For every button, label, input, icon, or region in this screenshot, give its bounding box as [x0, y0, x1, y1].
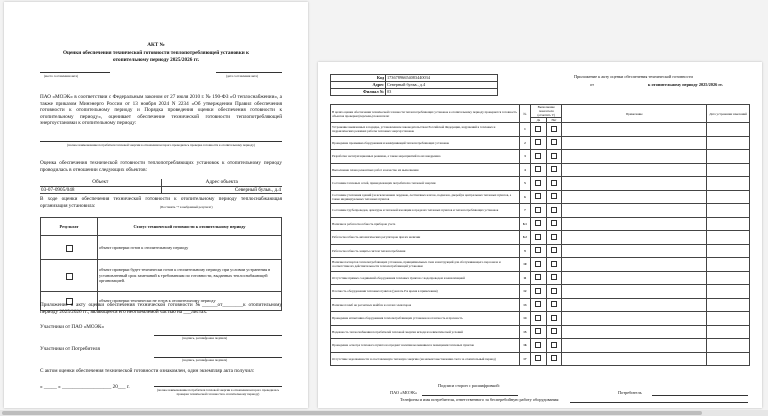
- col-result: Результат: [41, 218, 98, 236]
- col-object: Объект: [40, 179, 161, 186]
- indicator-text: Выполнение плана ремонтных работ и качество их выполнения: [331, 163, 520, 177]
- code-label: Код: [331, 75, 386, 82]
- note-cell[interactable]: [562, 244, 707, 258]
- deadline-cell[interactable]: [707, 312, 750, 326]
- sign-moek: ПАО «МОЭК»: [390, 390, 418, 395]
- indicator-num: 12: [519, 285, 530, 299]
- indicator-text: Разработка эксплуатационных режимов, а также мероприятий по их внедрению: [331, 150, 520, 164]
- indicator-num: 1: [519, 123, 530, 137]
- no-checkbox[interactable]: [551, 126, 557, 132]
- assessment-text: Оценка обеспечения технической готовности теплопотребляющих установок к отопительному периоду проводилась в отношении следующих объектов:: [40, 160, 282, 173]
- no-checkbox[interactable]: [551, 247, 557, 253]
- closing-caption: (полное наименование потребителя тепловой энергии в отношении которого проводилась проверка технической готовности к отопительному периоду): [156, 388, 280, 396]
- act-subtitle: Оценки обеспечения технической готовности теплопотребляющей установки к: [62, 50, 249, 56]
- deadline-cell[interactable]: [707, 352, 750, 366]
- deadline-cell[interactable]: [707, 177, 750, 191]
- indicator-num: 8.2: [519, 231, 530, 245]
- no-checkbox[interactable]: [551, 342, 557, 348]
- checklist-row: [331, 190, 750, 204]
- date-line: « _____ » ___________________ 20___ г.: [40, 384, 130, 390]
- no-checkbox[interactable]: [551, 234, 557, 240]
- header-table: [330, 74, 498, 96]
- indicator-num: 8.1: [519, 217, 530, 231]
- col-yes: Да: [531, 118, 547, 123]
- appendix-text: Приложение к акту оценки обеспечения технической готовности №______от________к отопительному периоду 2025/2026 гг., являющееся его неотъемлемой частью на ___листах.: [40, 302, 282, 315]
- yes-checkbox[interactable]: [535, 220, 541, 226]
- indicator-num: 14: [519, 312, 530, 326]
- yes-checkbox[interactable]: [535, 315, 541, 321]
- no-checkbox[interactable]: [551, 153, 557, 159]
- indicator-num: 6: [519, 190, 530, 204]
- note-cell[interactable]: [562, 298, 707, 312]
- checklist-row: [331, 150, 750, 164]
- indicator-num: 2: [519, 136, 530, 150]
- indicator-num: 3: [519, 150, 530, 164]
- intro-text: ПАО «МОЭК» в соответствии с Федеральным законом от 27 июля 2010 г. № 190-ФЗ «О теплоснабжении», а также приказом Минэнерго России от 13 ноября 2024 N 2234 «Об утверждении Правил обеспечения готовности к отопительному периоду и Порядка проведения оценки обеспечения готовности к отопительному периоду», оценивает обеспечение технической готовности теплопотребляющей энергоустановки к отопительному периоду:: [40, 94, 282, 127]
- note-cell[interactable]: [562, 177, 707, 191]
- checklist-row: [331, 177, 750, 191]
- yes-checkbox[interactable]: [535, 261, 541, 267]
- indicator-text: Отсутствие задолженности за поставленную тепловую энергию (на момент выставления счета за отопительный период): [331, 352, 520, 366]
- deadline-cell[interactable]: [707, 136, 750, 150]
- no-checkbox[interactable]: [551, 315, 557, 321]
- act-title: АКТ №: [147, 42, 165, 48]
- yes-checkbox[interactable]: [535, 207, 541, 213]
- deadline-cell[interactable]: [707, 163, 750, 177]
- branch-label: Филиал №: [331, 89, 386, 96]
- appendix-from: от: [590, 82, 594, 87]
- no-checkbox[interactable]: [551, 261, 557, 267]
- indicator-text: Наличие пломб на расчетных шайбах и соплах элеваторов: [331, 298, 520, 312]
- yes-checkbox[interactable]: [535, 274, 541, 280]
- no-checkbox[interactable]: [551, 220, 557, 226]
- indicator-text: Устранение выявленных в порядке, установленном законодательством Российской Федерации, нарушений в тепловых и гидравлических режимах работы тепловых энергоустановок: [331, 123, 520, 137]
- participant-moek: Участники от ПАО «МОЭК»: [40, 324, 105, 330]
- yes-checkbox[interactable]: [535, 126, 541, 132]
- note-cell[interactable]: [562, 217, 707, 231]
- indicator-num: 13: [519, 298, 530, 312]
- deadline-cell[interactable]: [707, 325, 750, 339]
- yes-checkbox[interactable]: [535, 301, 541, 307]
- indicator-num: 5: [519, 177, 530, 191]
- no-checkbox[interactable]: [551, 139, 557, 145]
- phone-line: Телефоны и имя потребителя, ответственного за бесперебойную работу оборудования:: [400, 397, 560, 402]
- place-caption: (место составления акта): [44, 74, 79, 78]
- yes-checkbox[interactable]: [535, 139, 541, 145]
- result-checkbox-conditional[interactable]: [66, 273, 73, 280]
- indicator-num: 17: [519, 352, 530, 366]
- checklist-row: [331, 285, 750, 299]
- col-status: Статус технической готовности к отопительному периоду: [98, 218, 282, 236]
- deadline-cell[interactable]: [707, 244, 750, 258]
- object-table: [40, 179, 282, 194]
- appendix-title: Приложение к акту оценки обеспечения технической готовности: [574, 74, 693, 79]
- checklist-row: [331, 204, 750, 218]
- no-checkbox[interactable]: [551, 301, 557, 307]
- deadline-cell[interactable]: [707, 258, 750, 272]
- branch-value: 03: [386, 89, 498, 96]
- deadline-cell[interactable]: [707, 339, 750, 353]
- indicator-text: Надежность теплоснабжения потребителей тепловой энергии исходя из климатической условий: [331, 325, 520, 339]
- participant-consumer: Участники от Потребителя: [40, 346, 100, 352]
- sign-title: Подписи сторон с расшифровкой:: [438, 383, 500, 388]
- indicator-num: 4: [519, 163, 530, 177]
- result-ready-text: объект проверки готов к отопительному периоду: [98, 236, 282, 260]
- participation-text: В ходе оценки обеспечения технической готовности к отопительному периоду теплоснабжающая организация установила:: [40, 196, 282, 209]
- address-value: Северный бульв., д.4: [386, 82, 498, 89]
- checklist-table: [330, 104, 750, 366]
- indicator-num: 11: [519, 271, 530, 285]
- no-checkbox[interactable]: [551, 274, 557, 280]
- col-address: Адрес объекта: [161, 179, 282, 186]
- checklist-row: [331, 163, 750, 177]
- deadline-cell[interactable]: [707, 123, 750, 137]
- deadline-cell[interactable]: [707, 217, 750, 231]
- yes-checkbox[interactable]: [535, 153, 541, 159]
- deadline-cell[interactable]: [707, 285, 750, 299]
- no-checkbox[interactable]: [551, 166, 557, 172]
- indicator-text: Плотность оборудования тепловых пунктов (указать P и время в примечании): [331, 285, 520, 299]
- checklist-row: [331, 231, 750, 245]
- checklist-row: [331, 339, 750, 353]
- checklist-row: [331, 123, 750, 137]
- code-value: 17367896654083440034: [386, 75, 498, 82]
- checklist-row: [331, 136, 750, 150]
- checklist-row: [331, 352, 750, 366]
- note-cell[interactable]: [562, 325, 707, 339]
- closing-text: С актом оценки обеспечения технической готовности ознакомлен, один экземпляр акта получил:: [40, 368, 255, 374]
- object-code: 03-07-0905/048: [40, 186, 161, 194]
- note-cell[interactable]: [562, 204, 707, 218]
- no-checkbox[interactable]: [551, 193, 557, 199]
- deadline-cell[interactable]: [707, 204, 750, 218]
- col-status: Выполнение показателя (отметить V): [531, 105, 562, 118]
- appendix-period: к отопительному периоду 2025/2026 гг.: [648, 82, 723, 87]
- checklist-row: [331, 312, 750, 326]
- scrollbar-thumb[interactable]: [2, 411, 702, 415]
- indicator-text: Работоспособность защиты систем теплопотребления: [331, 244, 520, 258]
- note-cell[interactable]: [562, 258, 707, 272]
- checklist-row: [331, 244, 750, 258]
- note-cell[interactable]: [562, 150, 707, 164]
- indicator-text: Проведение промывки оборудования и коммуникаций теплопотребляющих установок: [331, 136, 520, 150]
- result-table: [40, 217, 282, 311]
- participation-note: (Поставить "+ в выбранный результат): [160, 205, 213, 209]
- indicator-text: Отсутствие прямых соединений оборудования тепловых пунктов с водопроводом и канализацией: [331, 271, 520, 285]
- yes-checkbox[interactable]: [535, 288, 541, 294]
- col-note: Примечание: [562, 105, 707, 123]
- checklist-row: [331, 325, 750, 339]
- col-num: №: [519, 105, 530, 123]
- indicator-num: 9: [519, 244, 530, 258]
- act-page: [4, 2, 308, 408]
- deadline-cell[interactable]: [707, 190, 750, 204]
- consumer-caption: (полное наименование потребителя тепловой энергии в отношении которого проводилась проверка готовности к отопительному периоду): [67, 143, 255, 147]
- sig-caption-moek: (подпись, расшифровка подписи): [182, 336, 228, 340]
- col-no: Нет: [546, 118, 562, 123]
- appendix-page: [318, 62, 762, 408]
- indicator-text: Состояние тепловых сетей, принадлежащих потребителю тепловой энергии: [331, 177, 520, 191]
- indicator-num: 10: [519, 258, 530, 272]
- object-address: Северный бульв., д.4: [161, 186, 282, 194]
- date-caption: (дата составления акта): [226, 74, 258, 78]
- result-checkbox-ready[interactable]: [66, 245, 73, 252]
- deadline-cell[interactable]: [707, 298, 750, 312]
- indicator-num: 7: [519, 204, 530, 218]
- sign-consumer: Потребитель: [618, 390, 642, 395]
- indicator-text: Проведение осмотра теплового пункта на предмет наличия колыванием в помещении тепловых пунктов: [331, 339, 520, 353]
- note-cell[interactable]: [562, 163, 707, 177]
- no-checkbox[interactable]: [551, 355, 557, 361]
- result-not-ready-text: объект проверки технически не готов к отопительному периоду: [98, 292, 282, 311]
- indicator-text: Состояние трубопроводов, арматуры и тепловой изоляции в пределах тепловых пунктов и теплопотребляющих установок: [331, 204, 520, 218]
- col-indicator: В целях оценки обеспечения технической готовности теплопотребляющих установок к отопительному периоду проверяется готовность объектов проверки (перечень) показатели:: [331, 105, 520, 123]
- sig-caption-consumer: (подпись, расшифровка подписи): [182, 358, 228, 362]
- checklist-row: [331, 217, 750, 231]
- note-cell[interactable]: [562, 271, 707, 285]
- note-cell[interactable]: [562, 231, 707, 245]
- yes-checkbox[interactable]: [535, 328, 541, 334]
- yes-checkbox[interactable]: [535, 193, 541, 199]
- col-deadline: Дата устранения замечаний: [707, 105, 750, 123]
- deadline-cell[interactable]: [707, 271, 750, 285]
- yes-checkbox[interactable]: [535, 180, 541, 186]
- checklist-row: [331, 298, 750, 312]
- indicator-text: Проведение испытания оборудования теплопотребляющих установок на плотность и прочность: [331, 312, 520, 326]
- no-checkbox[interactable]: [551, 328, 557, 334]
- indicator-text: Состояние утепления зданий (за исключением чердаков, лестничных клеток, подвалов, дверей) и центральных тепловых пунктов, а также индивидуальных тепловых пунктов: [331, 190, 520, 204]
- deadline-cell[interactable]: [707, 150, 750, 164]
- note-cell[interactable]: [562, 123, 707, 137]
- no-checkbox[interactable]: [551, 180, 557, 186]
- note-cell[interactable]: [562, 312, 707, 326]
- note-cell[interactable]: [562, 136, 707, 150]
- checklist-row: [331, 258, 750, 272]
- indicator-text: Работоспособность автоматических регуляторов при их наличии: [331, 231, 520, 245]
- indicator-num: 15: [519, 325, 530, 339]
- yes-checkbox[interactable]: [535, 234, 541, 240]
- indicator-text: Наличие и работоспособность приборов учета: [331, 217, 520, 231]
- deadline-cell[interactable]: [707, 231, 750, 245]
- note-cell[interactable]: [562, 352, 707, 366]
- note-cell[interactable]: [562, 190, 707, 204]
- yes-checkbox[interactable]: [535, 342, 541, 348]
- checklist-row: [331, 271, 750, 285]
- indicator-text: Наличие паспортов теплопотребляющих установок, принципиальных схем и инструкций для обслуживающего персонала и соответствие их действительности теплопотребляющей установки: [331, 258, 520, 272]
- note-cell[interactable]: [562, 339, 707, 353]
- yes-checkbox[interactable]: [535, 166, 541, 172]
- no-checkbox[interactable]: [551, 207, 557, 213]
- yes-checkbox[interactable]: [535, 355, 541, 361]
- yes-checkbox[interactable]: [535, 247, 541, 253]
- address-label: Адрес: [331, 82, 386, 89]
- result-conditional-text: объект проверки будет технически готов к отопительному периоду при условии устранения в установленный срок замечаний к требованиям по готовности, выданных теплоснабжающей организацией.: [98, 260, 282, 292]
- note-cell[interactable]: [562, 285, 707, 299]
- no-checkbox[interactable]: [551, 288, 557, 294]
- act-period: отопительному периоду 2025/2026 гг.: [112, 57, 200, 63]
- indicator-num: 16: [519, 339, 530, 353]
